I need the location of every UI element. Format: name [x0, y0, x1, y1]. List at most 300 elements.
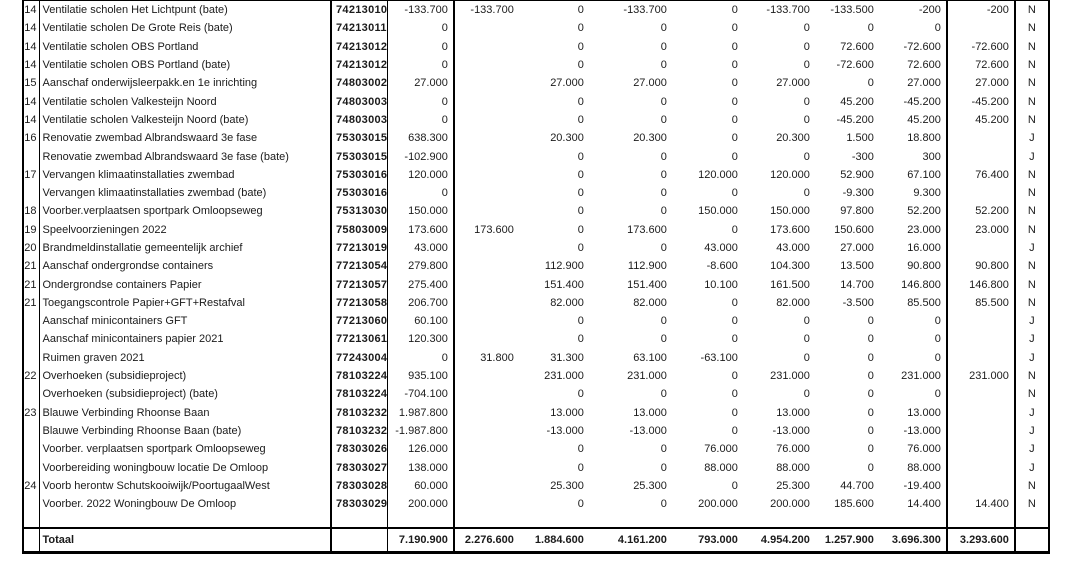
value-cell — [454, 239, 519, 257]
code-cell: 77213058 — [331, 294, 388, 312]
code-cell: 74803002 — [331, 74, 388, 92]
value-cell: 0 — [388, 38, 454, 56]
total-label: Totaal — [39, 528, 331, 553]
value-cell: 52.200 — [947, 202, 1015, 220]
value-cell: 0 — [731, 406, 738, 419]
spreadsheet-table-container — [22, 0, 1050, 554]
value-cell: 0 — [660, 461, 667, 474]
table-row — [23, 19, 1049, 37]
table-row — [23, 111, 1049, 129]
table-row — [23, 257, 1049, 275]
value-cell: 76.000 — [879, 440, 947, 458]
value-cell: 25.300 — [550, 479, 584, 492]
value-cell — [743, 513, 815, 528]
value-cell: 0 — [803, 40, 810, 53]
value-cell: 0 — [577, 113, 584, 126]
description-cell: Voorber.verplaatsen sportpark Omloopseweg — [39, 202, 331, 220]
value-cell: 10.100 — [704, 278, 738, 291]
value-cell — [947, 239, 1015, 257]
flag-cell: N — [1027, 260, 1036, 273]
value-cell — [589, 513, 672, 528]
value-cell — [454, 184, 519, 202]
flag-cell: N — [1027, 223, 1036, 236]
total-value-cell: 793.000 — [672, 528, 743, 553]
value-cell: 16.000 — [879, 239, 947, 257]
value-cell: 0 — [577, 242, 584, 254]
code-cell: 77213057 — [331, 275, 388, 293]
value-cell: 52.900 — [840, 168, 874, 181]
value-cell: 0 — [388, 56, 454, 74]
value-cell: 1.500 — [846, 132, 874, 145]
value-cell: -8.600 — [706, 260, 738, 273]
value-cell — [947, 349, 1015, 367]
value-cell: 0 — [879, 312, 947, 330]
value-cell: 0 — [660, 388, 667, 401]
value-cell — [947, 422, 1015, 440]
value-cell — [454, 129, 519, 147]
value-cell: 0 — [803, 388, 810, 401]
flag-cell: N — [1027, 296, 1036, 309]
value-cell: 72.600 — [947, 56, 1015, 74]
table-row — [23, 349, 1049, 367]
value-cell: -19.400 — [879, 477, 947, 495]
value-cell: 0 — [577, 498, 584, 511]
description-cell: Ventilatie scholen Het Lichtpunt (bate) — [39, 1, 331, 20]
row-number-cell — [23, 440, 39, 458]
value-cell: 206.700 — [388, 294, 454, 312]
description-cell: Vervangen klimaatinstallaties zwembad — [39, 166, 331, 184]
value-cell: 0 — [577, 150, 584, 163]
value-cell: 0 — [731, 95, 738, 108]
value-cell: -13.000 — [546, 424, 584, 437]
value-cell: 0 — [388, 184, 454, 202]
value-cell: 63.100 — [633, 351, 667, 364]
spacer-row — [23, 513, 1049, 528]
value-cell: 0 — [803, 150, 810, 163]
description-cell: Voorb herontw Schutskooiwijk/PoortugaalWest — [39, 477, 331, 495]
code-cell: 75303015 — [331, 147, 388, 165]
value-cell: 76.000 — [704, 443, 738, 456]
value-cell: 27.000 — [633, 77, 667, 90]
value-cell: -63.100 — [700, 351, 738, 364]
value-cell: 0 — [577, 22, 584, 35]
value-cell — [454, 92, 519, 110]
value-cell: 0 — [660, 205, 667, 218]
value-cell: 200.000 — [388, 495, 454, 513]
value-cell: 0 — [577, 205, 584, 218]
value-cell: 150.000 — [388, 202, 454, 220]
row-number-cell — [23, 458, 39, 476]
value-cell: 0 — [660, 40, 667, 53]
value-cell: 0 — [867, 370, 874, 383]
value-cell: 31.300 — [550, 351, 584, 364]
value-cell: 88.000 — [879, 458, 947, 476]
table-row — [23, 147, 1049, 165]
value-cell: 0 — [577, 388, 584, 401]
value-cell: 14.400 — [879, 495, 947, 513]
value-cell: 935.100 — [388, 367, 454, 385]
description-cell: Ventilatie scholen OBS Portland — [39, 38, 331, 56]
value-cell: 146.800 — [879, 275, 947, 293]
value-cell: 138.000 — [388, 458, 454, 476]
value-cell: 9.300 — [879, 184, 947, 202]
value-cell: 0 — [731, 59, 738, 72]
value-cell — [454, 440, 519, 458]
value-cell: -133.700 — [388, 1, 454, 20]
value-cell: 0 — [660, 168, 667, 181]
code-cell: 74213012 — [331, 56, 388, 74]
table-row — [23, 74, 1049, 92]
value-cell: 0 — [731, 296, 738, 309]
description-cell: Ventilatie scholen Valkesteijn Noord — [39, 92, 331, 110]
value-cell: 0 — [388, 349, 454, 367]
flag-cell: J — [1029, 150, 1035, 163]
code-cell: 77213019 — [331, 239, 388, 257]
value-cell — [454, 19, 519, 37]
table-row — [23, 1, 1049, 20]
total-value-cell: 4.161.200 — [589, 528, 672, 553]
row-number-cell: 20 — [23, 239, 39, 257]
value-cell: -200 — [947, 1, 1015, 20]
description-cell: Vervangen klimaatinstallaties zwembad (bate) — [39, 184, 331, 202]
value-cell: 0 — [731, 333, 738, 346]
row-number-cell — [23, 495, 39, 513]
value-cell: 44.700 — [840, 479, 874, 492]
value-cell: 0 — [731, 132, 738, 145]
value-cell: 27.000 — [776, 77, 810, 90]
flag-cell — [1015, 528, 1049, 553]
value-cell: 90.800 — [879, 257, 947, 275]
flag-cell: N — [1027, 370, 1036, 383]
value-cell: 27.000 — [947, 74, 1015, 92]
flag-cell: N — [1027, 187, 1036, 200]
value-cell: 90.800 — [947, 257, 1015, 275]
row-number-cell: 18 — [23, 202, 39, 220]
value-cell — [947, 385, 1015, 403]
value-cell — [947, 312, 1015, 330]
total-value-cell: 1.257.900 — [815, 528, 879, 553]
value-cell: -45.200 — [836, 113, 874, 126]
value-cell: 173.600 — [770, 223, 810, 236]
table-row — [23, 458, 1049, 476]
value-cell: 231.000 — [770, 370, 810, 383]
table-row — [23, 440, 1049, 458]
value-cell: 0 — [660, 443, 667, 456]
value-cell: 0 — [731, 424, 738, 437]
value-cell: 231.000 — [627, 370, 667, 383]
value-cell — [947, 513, 1015, 528]
total-value-cell: 2.276.600 — [454, 528, 519, 553]
value-cell: 120.300 — [388, 330, 454, 348]
description-cell: Ventilatie scholen Valkesteijn Noord (bate) — [39, 111, 331, 129]
value-cell — [672, 513, 743, 528]
value-cell: 0 — [879, 385, 947, 403]
value-cell: 45.200 — [840, 95, 874, 108]
row-number-cell: 14 — [23, 19, 39, 37]
description-cell: Aanschaf onderwijsleerpakk.en 1e inrichting — [39, 74, 331, 92]
value-cell: 72.600 — [879, 56, 947, 74]
value-cell: -133.700 — [623, 4, 667, 17]
row-number-cell — [23, 147, 39, 165]
code-cell — [331, 528, 388, 553]
code-cell: 77213054 — [331, 257, 388, 275]
value-cell: 0 — [803, 351, 810, 364]
row-number-cell: 19 — [23, 221, 39, 239]
value-cell: 1.987.800 — [388, 404, 454, 422]
table-row — [23, 367, 1049, 385]
value-cell: 173.600 — [474, 223, 514, 236]
row-number-cell — [23, 312, 39, 330]
row-number-cell: 22 — [23, 367, 39, 385]
value-cell: -13.000 — [629, 424, 667, 437]
value-cell: 279.800 — [388, 257, 454, 275]
table-row — [23, 184, 1049, 202]
value-cell: -133.500 — [830, 4, 874, 17]
code-cell: 74803003 — [331, 92, 388, 110]
value-cell: 173.600 — [388, 221, 454, 239]
value-cell: 0 — [803, 95, 810, 108]
value-cell: 275.400 — [388, 275, 454, 293]
row-number-cell — [23, 330, 39, 348]
value-cell: 0 — [803, 315, 810, 328]
value-cell: 0 — [731, 223, 738, 236]
description-cell: Overhoeken (subsidieproject) (bate) — [39, 385, 331, 403]
value-cell: 43.000 — [704, 242, 738, 254]
table-row — [23, 495, 1049, 513]
description-cell — [39, 513, 331, 528]
value-cell: 161.500 — [770, 278, 810, 291]
budget-table — [22, 0, 1050, 554]
table-row — [23, 294, 1049, 312]
description-cell: Aanschaf minicontainers papier 2021 — [39, 330, 331, 348]
value-cell: 60.000 — [388, 477, 454, 495]
value-cell: 0 — [577, 187, 584, 200]
code-cell: 77243004 — [331, 349, 388, 367]
value-cell: 27.000 — [550, 77, 584, 90]
row-number-cell: 16 — [23, 129, 39, 147]
code-cell: 78303028 — [331, 477, 388, 495]
table-row — [23, 385, 1049, 403]
value-cell — [454, 111, 519, 129]
description-cell: Aanschaf minicontainers GFT — [39, 312, 331, 330]
table-row — [23, 92, 1049, 110]
value-cell: 13.000 — [633, 406, 667, 419]
value-cell: 0 — [867, 77, 874, 90]
value-cell: 0 — [731, 187, 738, 200]
value-cell: -1.987.800 — [388, 422, 454, 440]
value-cell: 82.000 — [776, 296, 810, 309]
value-cell: -45.200 — [879, 92, 947, 110]
value-cell: 13.000 — [879, 404, 947, 422]
value-cell — [454, 513, 519, 528]
description-cell: Ruimen graven 2021 — [39, 349, 331, 367]
value-cell — [454, 74, 519, 92]
table-row — [23, 422, 1049, 440]
value-cell: 0 — [660, 150, 667, 163]
flag-cell: J — [1029, 461, 1035, 474]
value-cell — [947, 147, 1015, 165]
flag-cell: J — [1029, 351, 1035, 364]
table-body — [23, 1, 1049, 553]
flag-cell: J — [1029, 424, 1035, 437]
value-cell: 0 — [867, 351, 874, 364]
value-cell — [454, 385, 519, 403]
value-cell: 185.600 — [834, 498, 874, 511]
value-cell: 150.000 — [698, 205, 738, 218]
value-cell: 76.000 — [776, 443, 810, 456]
value-cell: 120.000 — [388, 166, 454, 184]
description-cell: Ventilatie scholen De Grote Reis (bate) — [39, 19, 331, 37]
row-number-cell: 15 — [23, 74, 39, 92]
value-cell: 25.300 — [776, 479, 810, 492]
total-value-cell: 4.954.200 — [743, 528, 815, 553]
description-cell: Voorber. verplaatsen sportpark Omloopseweg — [39, 440, 331, 458]
value-cell: 0 — [803, 59, 810, 72]
code-cell: 74213012 — [331, 38, 388, 56]
value-cell: 72.600 — [840, 40, 874, 53]
value-cell: 0 — [867, 424, 874, 437]
value-cell: 23.000 — [879, 221, 947, 239]
value-cell: 0 — [731, 479, 738, 492]
value-cell — [947, 19, 1015, 37]
value-cell — [388, 513, 454, 528]
value-cell: 0 — [660, 95, 667, 108]
value-cell: 82.000 — [550, 296, 584, 309]
value-cell: 0 — [577, 443, 584, 456]
value-cell: 45.200 — [879, 111, 947, 129]
value-cell: 88.000 — [704, 461, 738, 474]
table-row — [23, 275, 1049, 293]
description-cell: Blauwe Verbinding Rhoonse Baan (bate) — [39, 422, 331, 440]
value-cell — [454, 422, 519, 440]
total-value-cell: 1.884.600 — [519, 528, 589, 553]
value-cell: 13.000 — [776, 406, 810, 419]
description-cell: Voorbereiding woningbouw locatie De Omloop — [39, 458, 331, 476]
value-cell: 0 — [577, 168, 584, 181]
flag-cell: N — [1027, 278, 1036, 291]
value-cell: 13.000 — [550, 406, 584, 419]
value-cell: 18.800 — [879, 129, 947, 147]
row-number-cell: 14 — [23, 56, 39, 74]
value-cell: 0 — [879, 349, 947, 367]
table-row — [23, 477, 1049, 495]
value-cell — [454, 495, 519, 513]
row-number-cell — [23, 513, 39, 528]
description-cell: Ventilatie scholen OBS Portland (bate) — [39, 56, 331, 74]
value-cell: 0 — [577, 223, 584, 236]
value-cell: 0 — [731, 22, 738, 35]
code-cell: 77213061 — [331, 330, 388, 348]
value-cell: 0 — [803, 333, 810, 346]
code-cell: 78303027 — [331, 458, 388, 476]
value-cell: 0 — [577, 59, 584, 72]
flag-cell: J — [1029, 315, 1035, 328]
value-cell: 0 — [660, 498, 667, 511]
value-cell: 27.000 — [879, 74, 947, 92]
flag-cell: J — [1029, 132, 1035, 145]
value-cell: 0 — [731, 388, 738, 401]
value-cell: 27.000 — [840, 242, 874, 254]
table-row — [23, 312, 1049, 330]
code-cell: 75313030 — [331, 202, 388, 220]
value-cell — [454, 275, 519, 293]
value-cell: 0 — [731, 40, 738, 53]
value-cell: 200.000 — [770, 498, 810, 511]
value-cell: 20.300 — [633, 132, 667, 145]
flag-cell: N — [1027, 77, 1036, 90]
table-row — [23, 239, 1049, 257]
value-cell: 0 — [660, 113, 667, 126]
value-cell — [947, 330, 1015, 348]
value-cell: 120.000 — [770, 168, 810, 181]
value-cell — [454, 404, 519, 422]
value-cell: 150.600 — [834, 223, 874, 236]
value-cell: 31.800 — [480, 351, 514, 364]
code-cell: 75803009 — [331, 221, 388, 239]
row-number-cell: 21 — [23, 275, 39, 293]
value-cell: 0 — [388, 92, 454, 110]
value-cell — [947, 458, 1015, 476]
flag-cell: N — [1027, 168, 1036, 181]
row-number-cell: 23 — [23, 404, 39, 422]
value-cell: 0 — [867, 22, 874, 35]
value-cell — [454, 147, 519, 165]
value-cell: 638.300 — [388, 129, 454, 147]
value-cell: 0 — [731, 113, 738, 126]
code-cell: 78303026 — [331, 440, 388, 458]
value-cell — [879, 513, 947, 528]
value-cell: 0 — [731, 77, 738, 90]
value-cell: 67.100 — [879, 166, 947, 184]
value-cell: 0 — [660, 59, 667, 72]
value-cell: 52.200 — [879, 202, 947, 220]
description-cell: Ondergrondse containers Papier — [39, 275, 331, 293]
code-cell: 78103232 — [331, 404, 388, 422]
table-row — [23, 129, 1049, 147]
value-cell: 120.000 — [698, 168, 738, 181]
code-cell: 74803003 — [331, 111, 388, 129]
value-cell — [947, 129, 1015, 147]
value-cell — [947, 184, 1015, 202]
flag-cell: J — [1029, 406, 1035, 419]
value-cell — [454, 38, 519, 56]
code-cell: 77213060 — [331, 312, 388, 330]
value-cell: 112.900 — [544, 260, 584, 273]
value-cell: -9.300 — [842, 187, 874, 200]
value-cell: -200 — [879, 1, 947, 20]
value-cell: 151.400 — [544, 278, 584, 291]
value-cell: 0 — [879, 330, 947, 348]
total-row — [23, 528, 1049, 553]
value-cell: 112.900 — [627, 260, 667, 273]
row-number-cell — [23, 349, 39, 367]
row-number-cell: 14 — [23, 38, 39, 56]
value-cell: -704.100 — [388, 385, 454, 403]
value-cell: -102.900 — [388, 147, 454, 165]
code-cell: 78303029 — [331, 495, 388, 513]
value-cell: 0 — [577, 315, 584, 328]
value-cell: 231.000 — [879, 367, 947, 385]
flag-cell: N — [1027, 479, 1036, 492]
value-cell: 146.800 — [947, 275, 1015, 293]
value-cell: 151.400 — [627, 278, 667, 291]
code-cell: 74213010 — [331, 1, 388, 20]
value-cell: 0 — [388, 111, 454, 129]
flag-cell: N — [1027, 40, 1036, 53]
value-cell — [815, 513, 879, 528]
description-cell: Voorber. 2022 Woningbouw De Omloop — [39, 495, 331, 513]
code-cell: 75303015 — [331, 129, 388, 147]
